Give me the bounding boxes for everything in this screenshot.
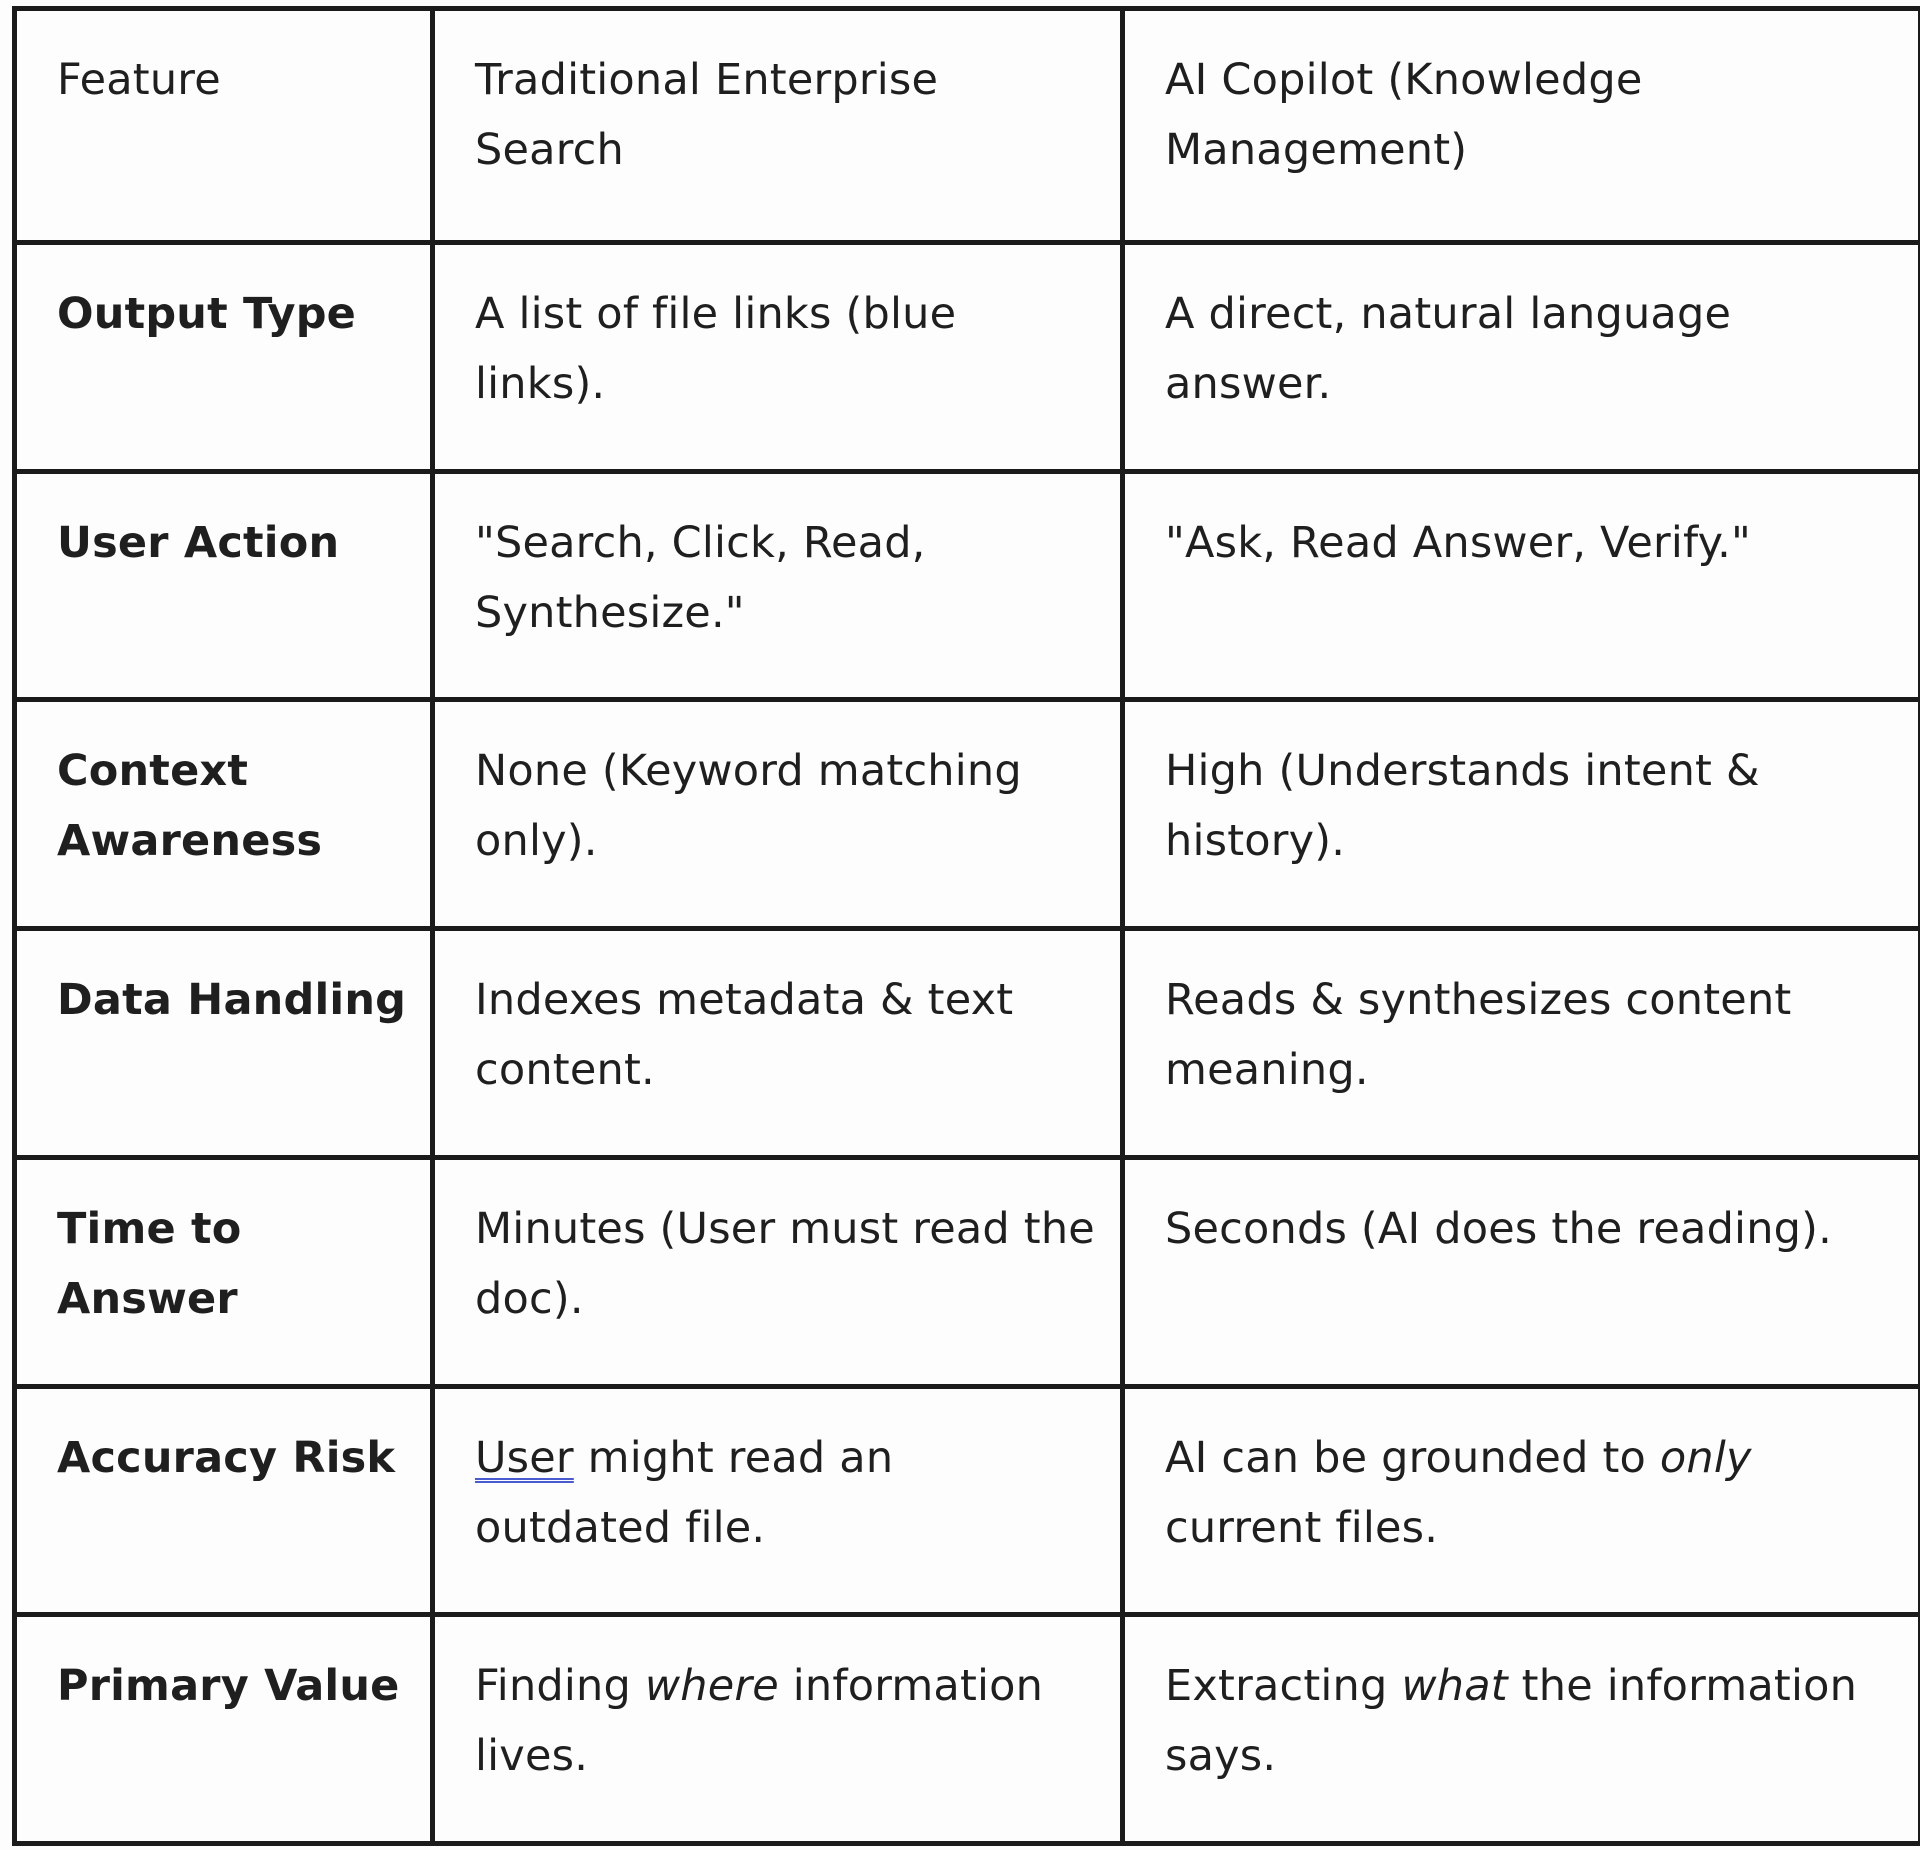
cell-text: Extracting [1165,1661,1402,1712]
table-header-row [15,9,1920,243]
table-row [15,929,1920,1158]
comparison-table [12,6,1920,1846]
spellcheck-underlined-word[interactable]: User [475,1432,574,1483]
row-label-context-awareness: Context Awareness [15,700,433,929]
table-row [15,1386,1920,1615]
row-label-primary-value: Primary Value [15,1615,433,1844]
cell-text: AI can be grounded to [1165,1432,1660,1483]
header-cell-copilot: AI Copilot (Knowledge Management) [1123,9,1920,243]
row-label-output-type: Output Type [15,242,433,471]
cell-text: Finding [475,1661,645,1712]
table-row [15,242,1920,471]
header-cell-feature: Feature [15,9,433,243]
italic-emphasis: only [1659,1432,1752,1483]
row-label-user-action: User Action [15,471,433,700]
cell-text: current files. [1165,1502,1439,1553]
table-row [15,700,1920,929]
table-row [15,471,1920,700]
table-row [15,1615,1920,1844]
row-label-accuracy-risk: Accuracy Risk [15,1386,433,1615]
cell-text: might read an outdated file. [475,1432,894,1553]
header-cell-traditional: Traditional Enterprise Search [433,9,1123,243]
cell-copilot-accuracy-risk [1123,1386,1920,1615]
cell-traditional-output-type: A list of file links (blue links). [433,242,1123,471]
cell-traditional-data-handling: Indexes metadata & text content. [433,929,1123,1158]
cell-traditional-user-action: "Search, Click, Read, Synthesize." [433,471,1123,700]
cell-copilot-time-to-answer: Seconds (AI does the reading). [1123,1157,1920,1386]
cell-copilot-output-type: A direct, natural language answer. [1123,242,1920,471]
cell-traditional-primary-value [433,1615,1123,1844]
cell-traditional-accuracy-risk [433,1386,1123,1615]
italic-emphasis: where [644,1661,779,1712]
cell-text: information lives. [475,1661,1044,1782]
cell-copilot-context-awareness: High (Understands intent & history). [1123,700,1920,929]
cell-traditional-context-awareness: None (Keyword matching only). [433,700,1123,929]
table-row [15,1157,1920,1386]
italic-emphasis: what [1401,1661,1508,1712]
cell-traditional-time-to-answer: Minutes (User must read the doc). [433,1157,1123,1386]
row-label-time-to-answer: Time to Answer [15,1157,433,1386]
cell-text: the information says. [1165,1661,1858,1782]
cell-copilot-data-handling: Reads & synthesizes content meaning. [1123,929,1920,1158]
cell-copilot-user-action: "Ask, Read Answer, Verify." [1123,471,1920,700]
cell-copilot-primary-value [1123,1615,1920,1844]
row-label-data-handling: Data Handling [15,929,433,1158]
